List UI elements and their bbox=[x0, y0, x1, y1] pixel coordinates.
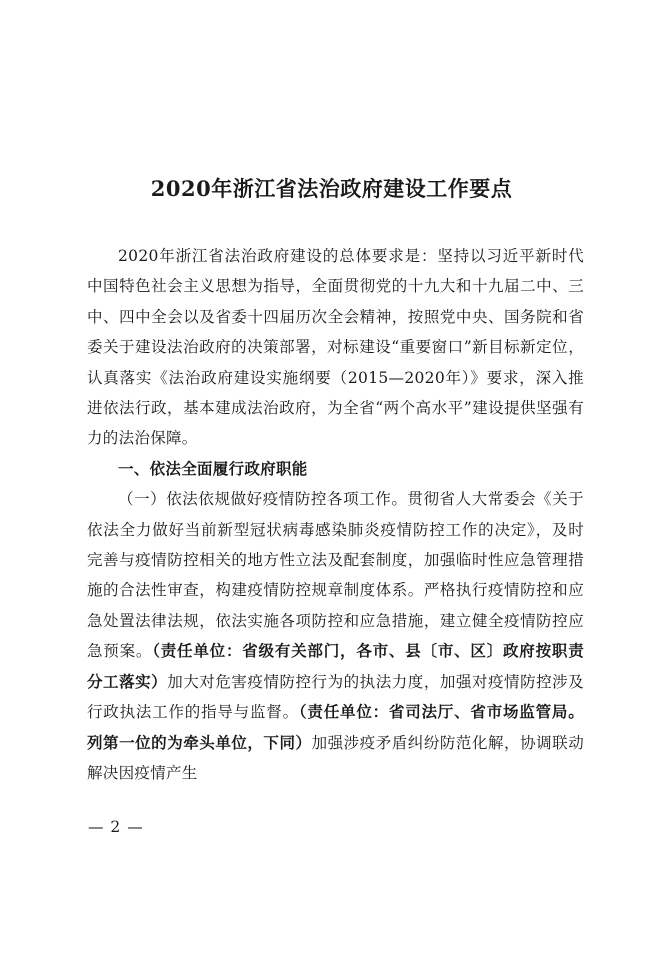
document-body bbox=[87, 241, 584, 788]
page-number: — 2 — bbox=[88, 818, 144, 836]
item-text: 加大对危害疫情防控行为的执法力度，加强对疫情防控涉及行政执法工作的指导与监督。 bbox=[87, 672, 584, 722]
item-text: 贯彻省人大常委会《关于依法全力做好当前新型冠状病毒感染肺炎疫情防控工作的决定》，及时完善与疫情防控相关的地方性立法及配套制度，加强临时性应急管理措施的合法性审查，构建疫情防控规章制度体系。严格执行疫情防控和应急处置法律法规，依法实施各项防控和应急措施，建立健全疫情防控应急预案。 bbox=[87, 490, 584, 661]
section-paragraph bbox=[87, 484, 584, 788]
section-heading: 一、依法全面履行政府职能 bbox=[118, 459, 308, 478]
responsibility-note: （责任单位：省级有关部门，各市、县〔市、区〕政府按职责分工落实） bbox=[87, 641, 585, 691]
document-title: 2020年浙江省法治政府建设工作要点 bbox=[150, 176, 513, 201]
item-lead: （一）依法依规做好疫情防控各项工作。 bbox=[118, 490, 408, 509]
intro-paragraph: 2020年浙江省法治政府建设的总体要求是：坚持以习近平新时代中国特色社会主义思想为指导，全面贯彻党的十九大和十九届二中、三中、四中全会以及省委十四届历次全会精神，按照党中央、国务院和省委关于建设法治政府的决策部署，对标建设“重要窗口”新目标新定位，认真落实《法治政府建设实施纲要（2015—2020年）》要求，深入推进依法行政，基本建成法治政府，为全省“两个高水平”建设提供坚强有力的法治保障。 bbox=[87, 247, 584, 448]
item-text: 加强涉疫矛盾纠纷防范化解，协调联动解决因疫情产生 bbox=[87, 733, 584, 782]
responsibility-note: （责任单位：省司法厅、省市场监管局。列第一位的为牵头单位，下同） bbox=[87, 702, 584, 752]
